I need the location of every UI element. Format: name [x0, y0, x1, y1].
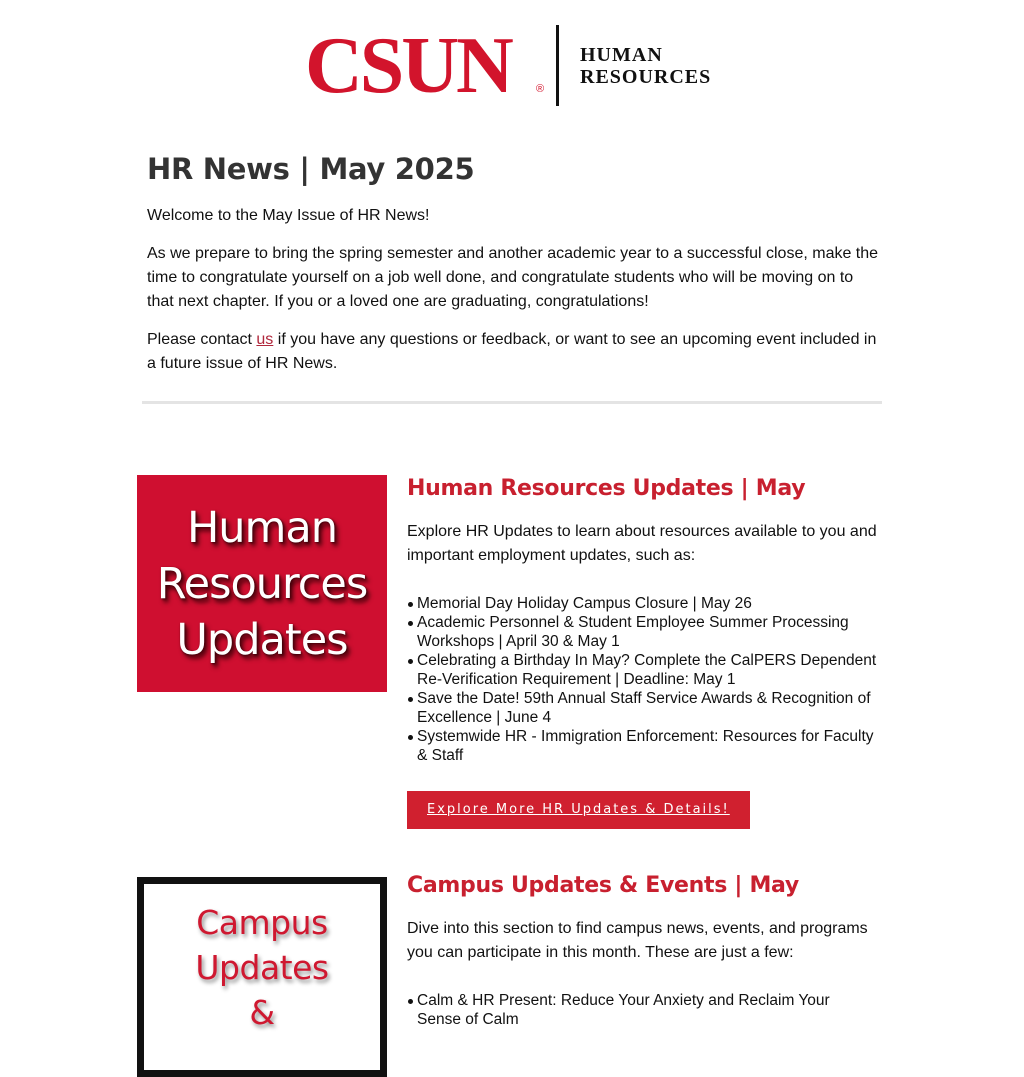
campus-updates-section — [407, 871, 877, 1055]
intro-section — [147, 150, 882, 390]
hr-updates-list — [407, 594, 877, 765]
hr-updates-image-text: Human Resources Updates — [156, 502, 368, 665]
list-item: Academic Personnel & Student Employee Summer Processing Workshops | April 30 & May 1 — [417, 613, 877, 651]
logo-department: HUMAN RESOURCES — [580, 44, 712, 88]
campus-updates-description: Dive into this section to find campus news, events, and programs you can participate in this month. These are just a few: — [407, 920, 868, 961]
list-item: Save the Date! 59th Annual Staff Service Awards & Recognition of Excellence | June 4 — [417, 689, 877, 727]
list-item: Calm & HR Present: Reduce Your Anxiety and Reclaim Your Sense of Calm — [417, 991, 877, 1029]
logo-divider — [556, 25, 559, 106]
welcome-text: Welcome to the May Issue of HR News! — [147, 207, 430, 224]
registered-mark: ® — [536, 83, 545, 95]
intro-paragraph: As we prepare to bring the spring semester and another academic year to a successful close, make the time to congratulate yourself on a job well done, and congratulate students who will be moving on to that next chapter. If you or a loved one are graduating, congratulations! — [147, 245, 879, 310]
contact-text-before: Please contact — [147, 331, 257, 348]
hr-updates-section — [407, 474, 877, 829]
campus-updates-image[interactable] — [137, 877, 387, 1077]
explore-hr-updates-button[interactable]: Explore More HR Updates & Details! — [407, 791, 750, 829]
hr-updates-image[interactable] — [137, 475, 387, 692]
hr-updates-description: Explore HR Updates to learn about resources available to you and important employment updates, such as: — [407, 523, 877, 564]
campus-updates-image-text: Campus Updates & — [195, 903, 329, 1032]
section-divider — [142, 401, 882, 404]
list-item: Celebrating a Birthday In May? Complete the CalPERS Dependent Re-Verification Requirement | Deadline: May 1 — [417, 652, 877, 688]
campus-updates-title[interactable]: Campus Updates & Events | May — [407, 873, 799, 898]
campus-updates-list — [407, 991, 877, 1029]
list-item: Memorial Day Holiday Campus Closure | May 26 — [417, 594, 877, 613]
logo-wordmark: CSUN — [305, 22, 511, 110]
contact-text-after: if you have any questions or feedback, or want to see an upcoming event included in a future issue of HR News. — [147, 331, 877, 372]
list-item: Systemwide HR - Immigration Enforcement: Resources for Faculty & Staff — [417, 727, 877, 765]
contact-paragraph — [147, 328, 882, 376]
csun-hr-logo[interactable] — [305, 24, 725, 108]
hr-updates-title[interactable]: Human Resources Updates | May — [407, 476, 806, 501]
contact-us-link[interactable]: us — [256, 331, 274, 348]
page-title: HR News | May 2025 — [147, 152, 475, 186]
